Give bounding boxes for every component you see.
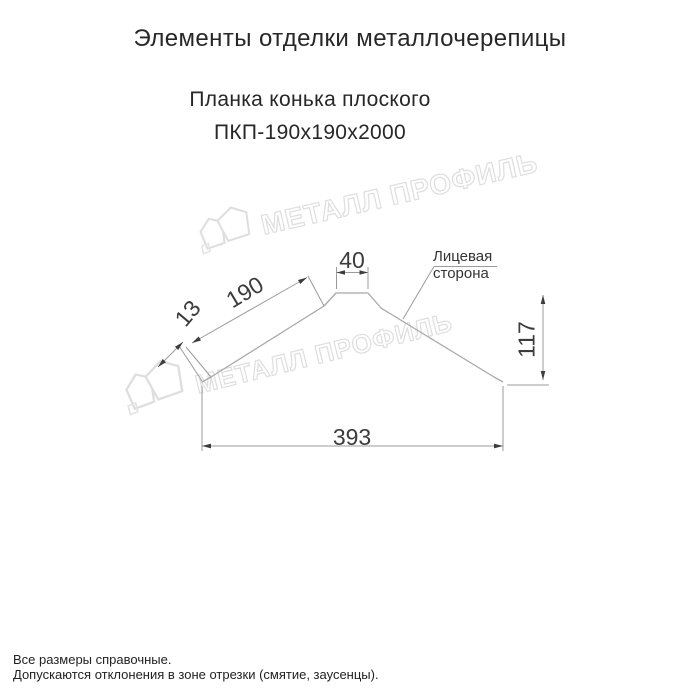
arrow-190-upper bbox=[298, 278, 307, 285]
dim-label-top-flat: 40 bbox=[339, 247, 365, 273]
dim-label-height: 117 bbox=[513, 321, 540, 358]
arrow-117-top bbox=[541, 295, 546, 304]
footer-note-line2: Допускаются отклонения в зоне отрезки (смятие, заусенцы). bbox=[13, 666, 379, 682]
footer-note-line1: Все размеры справочные. bbox=[13, 652, 172, 667]
footer-notes bbox=[13, 653, 379, 682]
product-model: ПКП-190х190х2000 bbox=[213, 121, 406, 144]
arrow-117-bottom bbox=[541, 371, 546, 380]
face-side-label-line2: сторона bbox=[433, 264, 489, 282]
product-subtitle: Планка конька плоского bbox=[189, 88, 431, 111]
dim-label-slope: 190 bbox=[221, 271, 268, 314]
dim-label-bottom: 393 bbox=[332, 424, 372, 450]
watermark-text: МЕТАЛЛ ПРОФИЛЬ bbox=[258, 146, 541, 241]
dimension-13 bbox=[158, 342, 211, 377]
watermark-text: МЕТАЛЛ ПРОФИЛЬ bbox=[192, 306, 456, 400]
arrow-190-lower bbox=[192, 337, 201, 344]
arrow-393-right bbox=[494, 444, 503, 449]
face-side-label bbox=[433, 249, 513, 282]
dim-label-fold: 13 bbox=[169, 295, 206, 332]
page-title: Элементы отделки металлочерепицы bbox=[133, 25, 567, 52]
face-side-label-line1: Лицевая bbox=[433, 248, 493, 265]
arrow-393-left bbox=[202, 444, 211, 449]
